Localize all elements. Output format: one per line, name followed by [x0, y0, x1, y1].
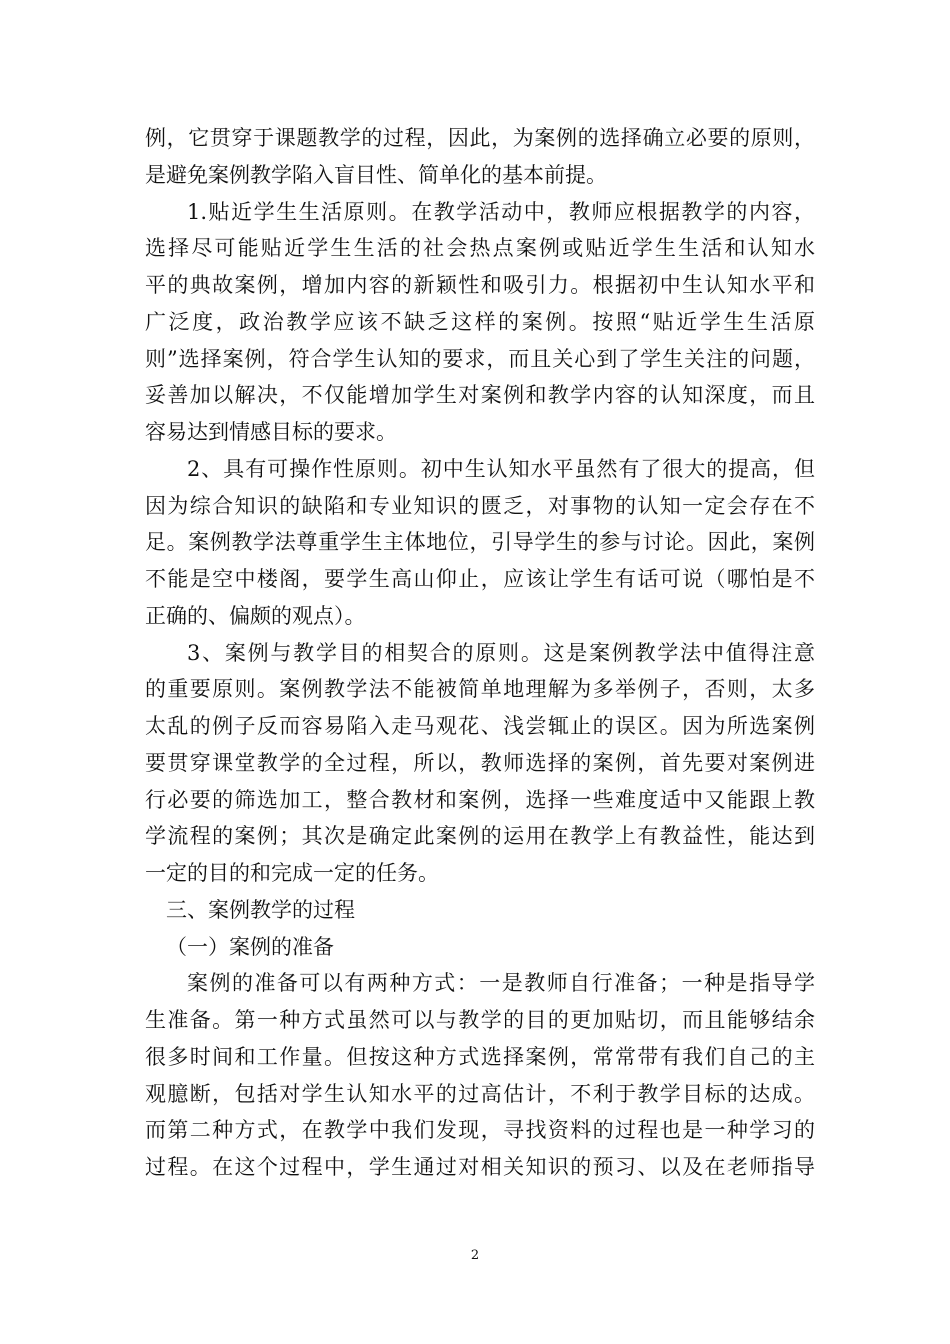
text-line: 不能是空中楼阁，要学生高山仰止，应该让学生有话可说（哪怕是不 — [145, 567, 815, 591]
text-line: 的重要原则。案例教学法不能被简单地理解为多举例子，否则，太多 — [145, 677, 815, 702]
text-line: 平的典故案例，增加内容的新颖性和吸引力。根据初中生认知水平和 — [145, 273, 815, 297]
text-line: 容易达到情感目标的要求。 — [145, 420, 397, 444]
text-line: 2、具有可操作性原则。初中生认知水平虽然有了很大的提高，但 — [187, 456, 815, 481]
text-line: 则”选择案例，符合学生认知的要求，而且关心到了学生关注的问题， — [145, 346, 815, 371]
text-line: 1.贴近学生生活原则。在教学活动中，教师应根据教学的内容， — [187, 199, 815, 224]
text-line: 例，它贯穿于课题教学的过程，因此，为案例的选择确立必要的原则， — [145, 126, 815, 150]
page-number: 2 — [470, 1248, 480, 1263]
text-line: 学流程的案例；其次是确定此案例的运用在教学上有教益性，能达到 — [145, 824, 815, 849]
text-line: 正确的、偏颇的观点）。 — [145, 603, 366, 628]
text-line: 一定的目的和完成一定的任务。 — [145, 861, 439, 885]
text-line: 案例的准备可以有两种方式：一是教师自行准备；一种是指导学 — [187, 971, 815, 996]
text-line: 过程。在这个过程中，学生通过对相关知识的预习、以及在老师指导 — [145, 1155, 815, 1179]
body-text — [145, 120, 815, 1186]
text-line: 妥善加以解决，不仅能增加学生对案例和教学内容的认知深度，而且 — [145, 383, 815, 408]
text-line: 而第二种方式，在教学中我们发现，寻找资料的过程也是一种学习的 — [145, 1118, 815, 1143]
text-line: 因为综合知识的缺陷和专业知识的匮乏，对事物的认知一定会存在不 — [145, 493, 815, 518]
section-heading: 三、案例教学的过程 — [166, 897, 355, 922]
text-line: 选择尽可能贴近学生生活的社会热点案例或贴近学生生活和认知水 — [145, 236, 815, 261]
text-line: 太乱的例子反而容易陷入走马观花、浅尝辄止的误区。因为所选案例 — [145, 714, 815, 738]
text-line: 很多时间和工作量。但按这种方式选择案例，常常带有我们自己的主 — [145, 1044, 815, 1069]
text-line: 观臆断，包括对学生认知水平的过高估计，不利于教学目标的达成。 — [145, 1081, 815, 1106]
text-line: 要贯穿课堂教学的全过程，所以，教师选择的案例，首先要对案例进 — [145, 750, 815, 775]
text-line: 足。案例教学法尊重学生主体地位，引导学生的参与讨论。因此，案例 — [145, 530, 815, 555]
text-line: 是避免案例教学陷入盲目性、简单化的基本前提。 — [145, 162, 607, 187]
text-line: 广泛度，政治教学应该不缺乏这样的案例。按照“贴近学生生活原 — [145, 309, 815, 334]
subsection-heading: （一）案例的准备 — [166, 934, 334, 959]
text-line: 行必要的筛选加工，整合教材和案例，选择一些难度适中又能跟上教 — [145, 787, 815, 812]
text-line: 生准备。第一种方式虽然可以与教学的目的更加贴切，而且能够结余 — [145, 1008, 815, 1032]
text-line: 3、案例与教学目的相契合的原则。这是案例教学法中值得注意 — [187, 640, 815, 665]
